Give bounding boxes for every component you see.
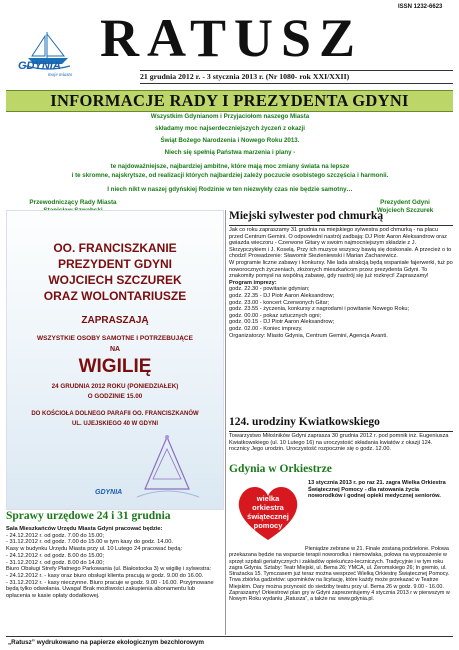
newspaper-title: RATUSZ xyxy=(100,8,364,68)
logo-text: GDYNIA xyxy=(18,60,61,72)
orkiestra-body: Pieniądze zebrane w 21. Finale zostaną podzielone. Połowa przekazana będzie na wsparcie terapii noworodka i niemowlaka, połowa na wyposażenie w sprzęt szpitali geriatrycznych i zakładów opiekuńczo-leczniczych. Tradycyjnie i w tym roku zagra Gdynia. Sztaby: Teatr Miejski, ul. Bema 26; YMCA, ul. Żeromskiego 26; In gremio, ul. Strażacka 15. Tymczasem już teraz można wesprzeć Wielką Orkiestrę Świątecznej Pomocy. Trwa zbiórka gadżetów: upominków na licytację, które każdy może przekazać w Teatrze Miejskim. Dary można przynosić do siedziby teatru przy ul. Bema 26 w godz. 9.00 - 16.00. Zapraszamy! Orkiestrowi plan gry w Gdyni zaprezentujemy 4 stycznia 2013 r w pierwszym w Nowym Roku wydaniu „Ratusza”, a także na: www.gdynia.pl. xyxy=(229,546,450,603)
sylwester-rule xyxy=(229,225,453,226)
poster-line-4: ORAZ WOLONTARIUSZE xyxy=(43,289,187,303)
poster-line-2: PREZYDENT GDYNI xyxy=(57,257,172,271)
wosp-badge-text: wielka orkiestra świątecznej pomocy xyxy=(247,494,289,530)
christmas-tree-icon xyxy=(127,433,207,503)
sylwester-para: godz. 00.00 - pokaz sztucznych ogni; xyxy=(229,312,322,319)
poster-logo: GDYNIA xyxy=(95,489,123,496)
issn: ISSN 1232-6623 xyxy=(398,4,443,10)
sylwester-para: godz. 02.00 - Koniec imprezy. xyxy=(229,325,303,332)
footer-rule xyxy=(6,636,453,637)
kwiatkowski-body: Towarzystwo Miłośników Gdyni zaprasza 30 grudnia 2012 r. pod pomnik inż. Eugeniusza Kwiatkowskiego (ul. 10 Lutego 16) na uroczystość składania kwiatów z okazji 124. rocznicy Jego urodzin. Uroczystość rozpocznie się o godz. 12.00. xyxy=(229,433,449,453)
sylwester-para: godz. 22.35 - DJ Piotr Aaron Aleksandrow; xyxy=(229,292,335,299)
sprawy-line: Sala Mieszkańców Urzędu Miasta Gdyni pracować będzie: xyxy=(6,526,163,532)
poster-line-5: ZAPRASZAJĄ xyxy=(81,315,149,326)
masthead-rule xyxy=(140,70,453,71)
sylwester-para: Jak co roku zapraszamy 31 grudnia na miejskiego sylwestra pod chmurką - na placu przed Centrum Gemini. O odpowiedni nastrój zadbają: DJ Piotr Aaron Aleksandrow oraz gwiazda wieczoru - Czerwone Gitary w swoim najmocniejszym składzie z J. Skrzypczykiem i J. Koselą. Przy ich muzyce wszyscy bawią się doskonale. A przecież o to chodzi! Prowadzenie: Sławomir Siezieniewski i Marian Zacharewicz. xyxy=(229,227,452,260)
gdynia-logo xyxy=(14,28,82,80)
sprawy-body xyxy=(6,526,220,600)
kwiatkowski-rule xyxy=(229,431,453,432)
sprawy-line: Biuro Obsługi Strefy Płatnego Parkowania (ul. Białostocka 3) w wigilię i sylwestra: xyxy=(6,566,212,573)
sprawy-title: Sprawy urzędowe 24 i 31 grudnia xyxy=(6,510,171,522)
sprawy-line: - 24.12.2012 r. od godz. 8.00 do 15.00; xyxy=(6,552,105,559)
sylwester-para: Organizatorzy: Miasto Gdynia, Centrum Gemini, Agencja Avanti. xyxy=(229,332,388,339)
poster-line-12: UL. UJEJSKIEGO 40 W GDYNI xyxy=(71,421,159,427)
poster-line-1: OO. FRANCISZKANIE xyxy=(53,241,177,255)
orkiestra-title: Gdynia w Orkiestrze xyxy=(229,463,332,475)
poster-line-8: WIGILIĘ xyxy=(78,356,152,377)
footer-note: „Ratusz” wydrukowano na papierze ekologicznym bezchlorowym xyxy=(8,639,204,646)
wish-line-1: Wszystkim Gdynianom i Przyjaciołom naszego Miasta xyxy=(150,113,310,120)
sprawy-line: - 24.12.2012 r. - kasy oraz biuro obsługi klienta pracują w godz. 9.00 do 16.00. xyxy=(6,572,204,579)
sprawy-line: Kasy w budynku Urzędu Miasta przy ul. 10 Lutego 24 pracować będą: xyxy=(6,546,183,553)
orkiestra-lead: 13 stycznia 2013 r. po raz 21. zagra Wielka Orkiestra Świątecznej Pomocy - dla ratowania życia noworodków i godnej opieki medycznej seniorów. xyxy=(308,480,446,500)
poster-line-11: DO KOŚCIOŁA DOLNEGO PARAFII OO. FRANCISZKANÓW xyxy=(31,411,199,417)
sprawy-line: - 31.12.2012 r. - kasy nieczynne. Biuro pracuje w godz. 9.00 - 16.00. Przyjmowane będą tylko odwołania. Uwaga! Brak możliwości zakupienia abonamentu lub opłacenia w kasie opłaty dodatkowej. xyxy=(6,579,214,600)
sylwester-para: Program imprezy: xyxy=(229,279,277,286)
sprawy-line: - 31.12.2012 r. od godz. 7.00 do 15.00 w tym kasy do godz. 14.00. xyxy=(6,539,173,546)
poster-line-3: WOJCIECH SZCZUREK xyxy=(48,273,182,287)
sprawy-line: - 31.12.2012 r. od godz. 8.00 do 14.00; xyxy=(6,559,105,566)
poster-line-10: O GODZINIE 15.00 xyxy=(87,393,143,400)
sylwester-para: godz. 22.30 - powitanie gdynian; xyxy=(229,286,310,293)
wish-line-7: I niech nikt w naszej gdyńskiej Rodzinie w ten niezwykły czas nie będzie samotny… xyxy=(107,186,353,193)
sylwester-para: godz. 23.00 - koncert Czerwonych Gitar; xyxy=(229,299,330,306)
wish-line-3: Świąt Bożego Narodzenia i Nowego Roku 2013. xyxy=(160,137,300,144)
sylwester-title: Miejski sylwester pod chmurką xyxy=(229,210,384,222)
poster-line-9: 24 GRUDNIA 2012 ROKU (PONIEDZIAŁEK) xyxy=(51,383,179,390)
section-banner: INFORMACJE RADY I PREZYDENTA GDYNI xyxy=(6,90,453,112)
wish-line-2: składamy moc najserdeczniejszych życzeń z okazji xyxy=(155,125,305,132)
signature-right-title: Prezydent Gdyni xyxy=(380,199,430,206)
issue-line: 21 grudnia 2012 r. - 3 stycznia 2013 r. (Nr 1080- rok XXI/XXII) xyxy=(140,72,350,81)
masthead-rule-bottom xyxy=(140,83,453,84)
wish-line-4: Niech się spełnią Państwa marzenia i plany - xyxy=(164,149,296,156)
sylwester-body xyxy=(229,227,453,339)
signature-left-title: Przewodniczący Rady Miasta xyxy=(29,199,117,206)
wish-line-5: te najdoważniejsze, najbardziej ambitne, które mają moc zmiany świata na lepsze xyxy=(110,163,350,170)
column-rule xyxy=(225,210,226,635)
sylwester-para: W programie liczne zabawy i konkursy. Nie lada atrakcją będą wspaniałe fajerwerki, tuż po noworocznych życzeniach, złożonych mieszkańcom przez prezydenta Gdyni. To znakomity pomysł na wspólną zabawę, gdy nastrój się już rozkręci! Zapraszamy! xyxy=(229,259,453,280)
poster-line-7: NA xyxy=(109,346,121,353)
signature-right-name: Wojciech Szczurek xyxy=(376,207,434,214)
wish-line-6: i te skromne, najskrytsze, od realizacji których najbardziej zależy poczucie osobistego szczęścia i harmonii. xyxy=(71,172,389,179)
wigilia-poster xyxy=(6,210,224,510)
logo-tagline: moje miasto xyxy=(48,73,73,78)
sprawy-line: - 24.12.2012 r. od godz. 7.00 do 15.00; xyxy=(6,532,105,539)
poster-line-6: WSZYSTKIE OSOBY SAMOTNE I POTRZEBUJĄCE xyxy=(37,335,193,342)
sylwester-para: godz. 00.15 - DJ Piotr Aaron Aleksandrow; xyxy=(229,319,335,326)
wosp-heart-badge xyxy=(232,480,304,544)
kwiatkowski-title: 124. urodziny Kwiatkowskiego xyxy=(229,416,380,428)
sylwester-para: godz. 23.55 - życzenia, konkursy z nagrodami i powitanie Nowego Roku; xyxy=(229,306,410,313)
